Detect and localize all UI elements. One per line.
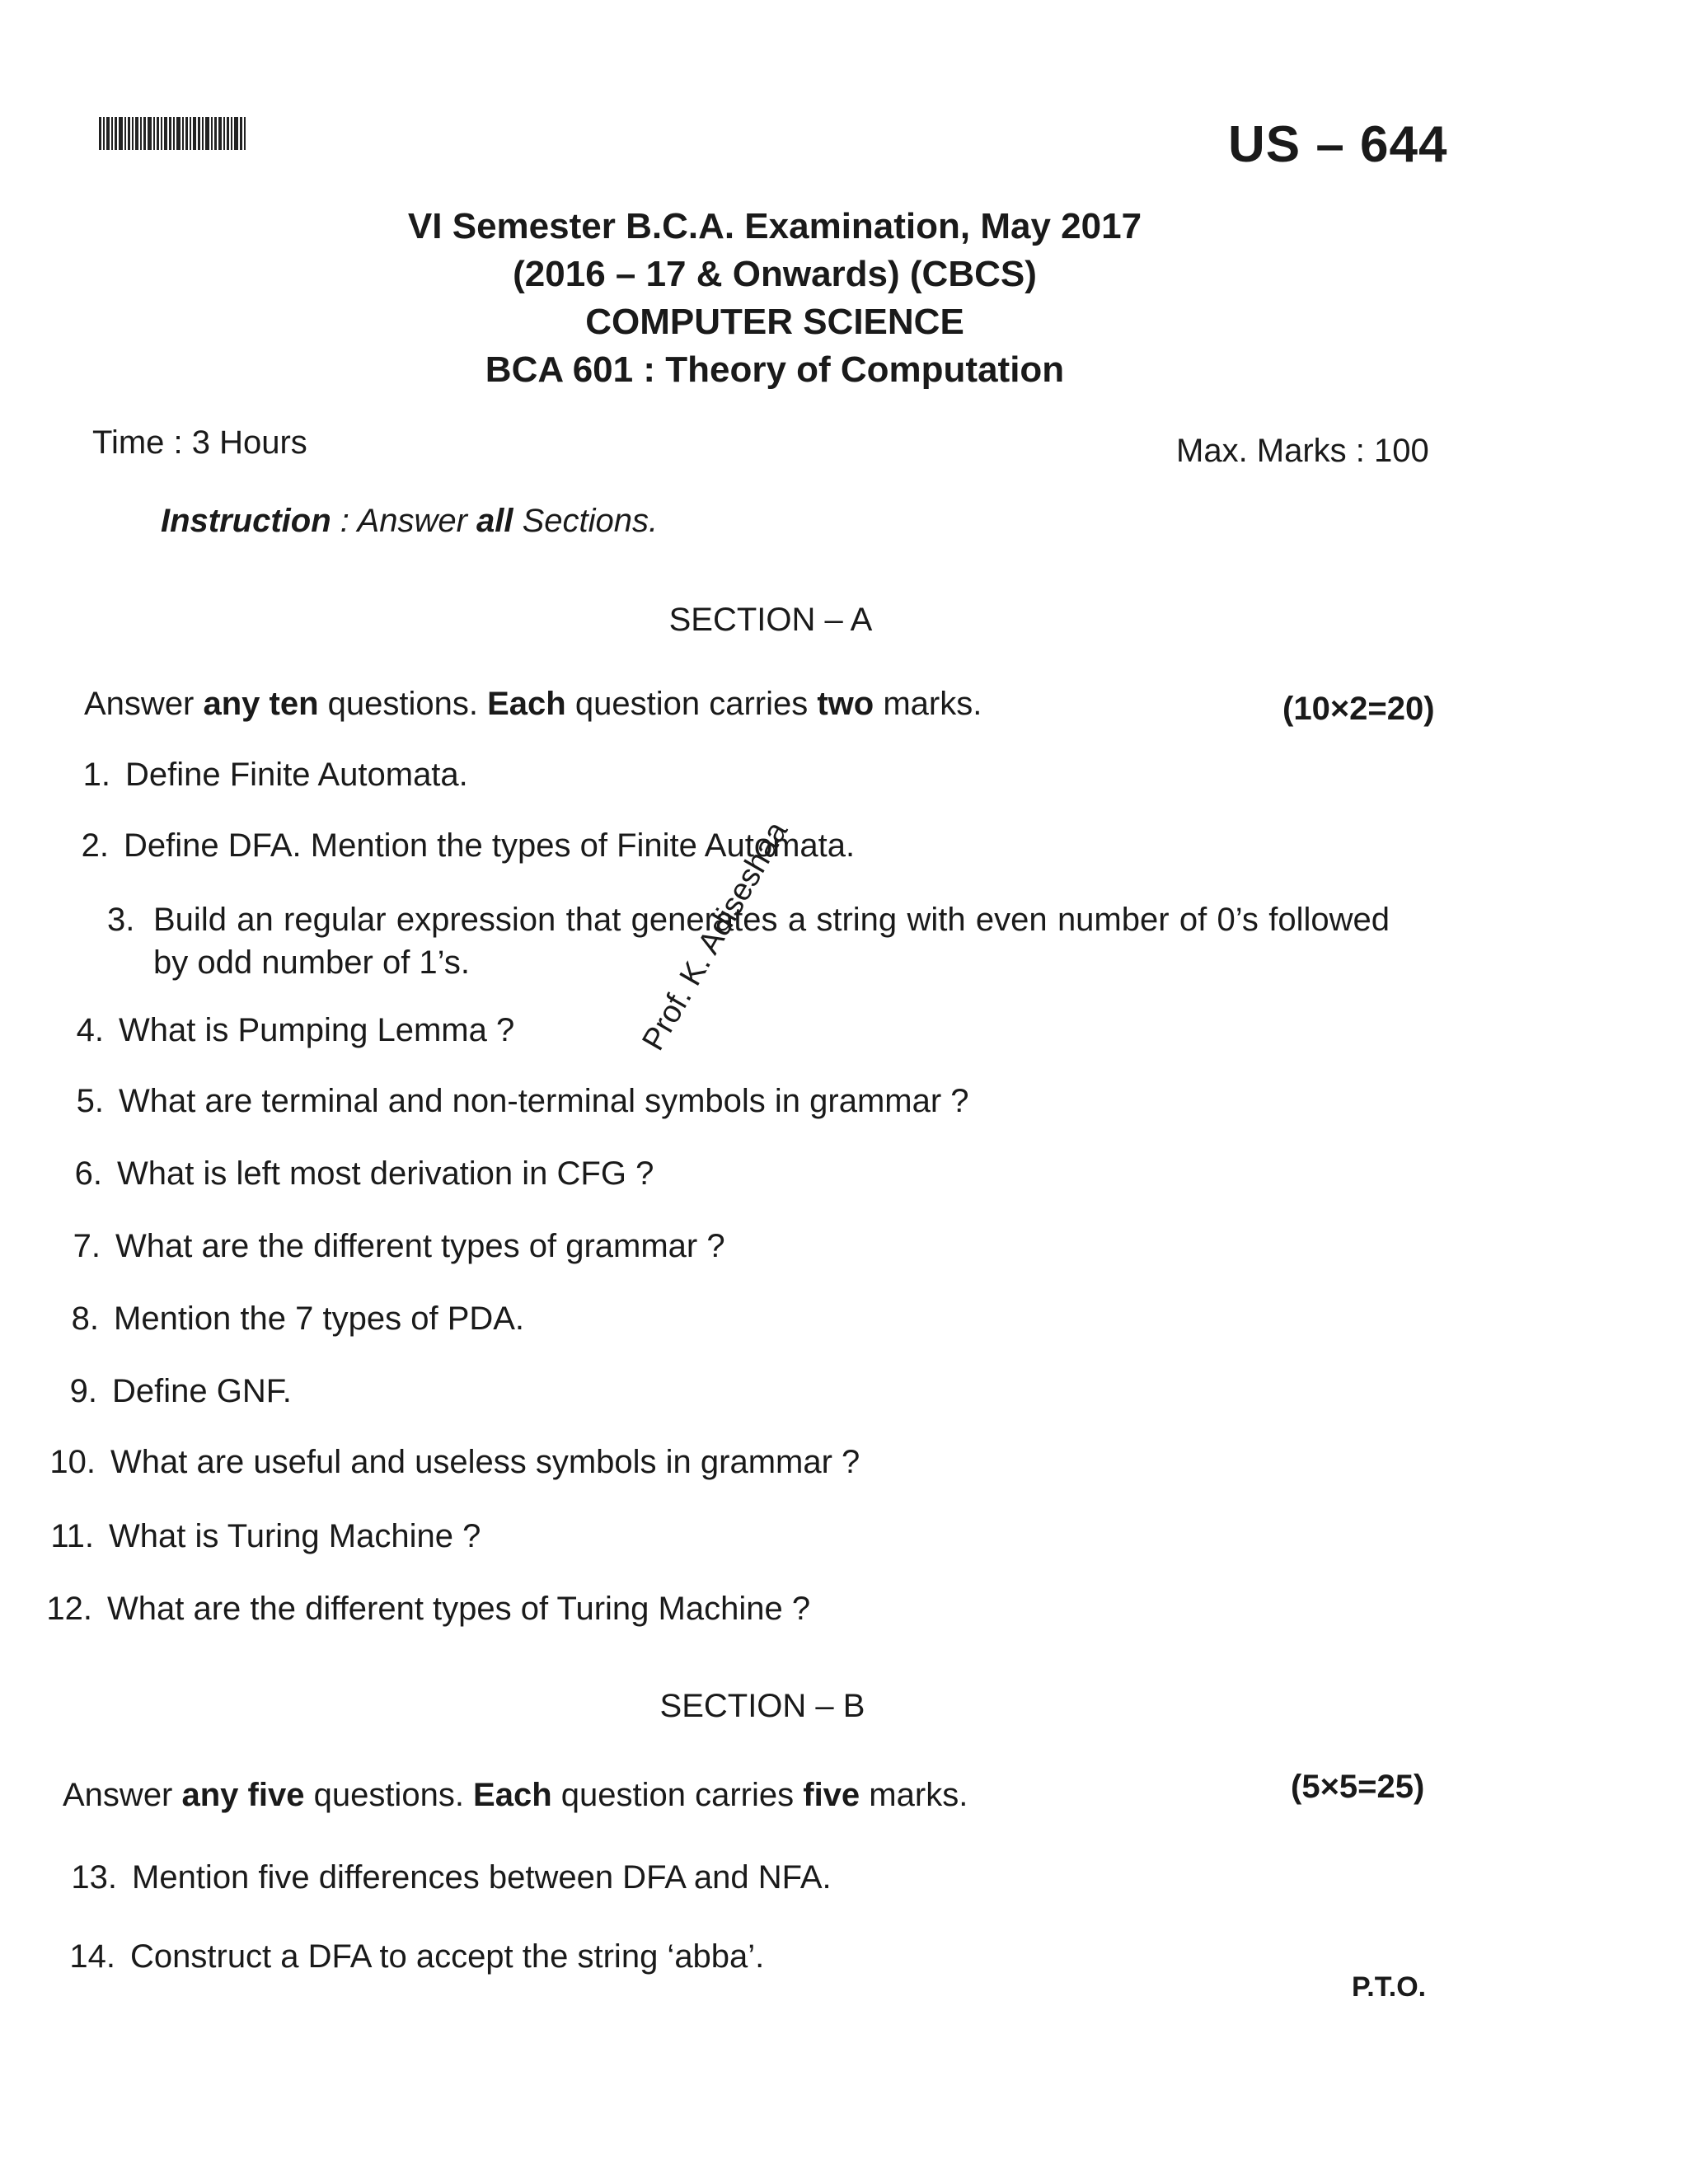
lead-bold: five bbox=[803, 1777, 860, 1813]
instruction-post: Sections. bbox=[513, 503, 659, 539]
question-text: What are the different types of Turing Machine ? bbox=[107, 1591, 811, 1627]
question-number: 11. bbox=[50, 1518, 94, 1554]
max-marks: Max. Marks : 100 bbox=[1176, 433, 1429, 469]
question-number: 10. bbox=[49, 1444, 96, 1480]
section-a-lead bbox=[84, 686, 982, 723]
question-text: What is Turing Machine ? bbox=[109, 1518, 481, 1554]
lead-text: Answer bbox=[63, 1777, 182, 1813]
question-text: Mention the 7 types of PDA. bbox=[114, 1301, 525, 1337]
lead-text: marks. bbox=[874, 686, 982, 722]
lead-bold: Each bbox=[487, 686, 566, 722]
section-a-marks: (10×2=20) bbox=[1282, 691, 1435, 727]
course-title: BCA 601 : Theory of Computation bbox=[485, 349, 1065, 390]
question-5 bbox=[43, 1083, 969, 1120]
question-text: What are terminal and non-terminal symbols in grammar ? bbox=[119, 1083, 969, 1119]
lead-bold: Each bbox=[473, 1777, 552, 1813]
question-number: 2. bbox=[81, 827, 109, 864]
question-text: Construct a DFA to accept the string ‘abba’. bbox=[130, 1938, 765, 1975]
paper-code: US – 644 bbox=[1228, 116, 1448, 173]
question-2 bbox=[48, 827, 855, 865]
pto-label: P.T.O. bbox=[1352, 1971, 1427, 2003]
question-number: 8. bbox=[71, 1301, 99, 1337]
lead-bold: any ten bbox=[203, 686, 319, 722]
question-number: 9. bbox=[69, 1373, 97, 1409]
question-11 bbox=[33, 1518, 481, 1555]
question-14 bbox=[0, 1938, 764, 1975]
time-allowed: Time : 3 Hours bbox=[92, 424, 307, 461]
section-b-title: SECTION – B bbox=[659, 1688, 865, 1724]
question-9 bbox=[36, 1373, 292, 1410]
question-text: What is left most derivation in CFG ? bbox=[117, 1155, 654, 1192]
question-7 bbox=[40, 1228, 725, 1265]
question-text: What are the different types of grammar ? bbox=[115, 1228, 725, 1264]
instruction bbox=[161, 503, 658, 540]
question-text: Mention five differences between DFA and NFA. bbox=[132, 1859, 832, 1896]
section-a-title: SECTION – A bbox=[668, 602, 873, 638]
lead-text: questions. bbox=[304, 1777, 474, 1813]
question-text: Define Finite Automata. bbox=[125, 757, 468, 793]
question-text: What is Pumping Lemma ? bbox=[119, 1012, 515, 1048]
instruction-bold: all bbox=[476, 503, 513, 539]
question-number: 7. bbox=[73, 1228, 101, 1264]
question-10 bbox=[35, 1444, 860, 1481]
question-number: 4. bbox=[76, 1012, 104, 1048]
subject-name: COMPUTER SCIENCE bbox=[585, 302, 964, 342]
question-8 bbox=[38, 1301, 524, 1338]
section-b-lead bbox=[63, 1777, 968, 1814]
question-number: 13. bbox=[71, 1859, 117, 1896]
section-b-marks: (5×5=25) bbox=[1291, 1769, 1425, 1805]
watermark: Prof. K. Adiseshaa bbox=[635, 815, 795, 1057]
lead-text: Answer bbox=[84, 686, 204, 722]
lead-text: question carries bbox=[565, 686, 818, 722]
exam-scheme: (2016 – 17 & Onwards) (CBCS) bbox=[513, 254, 1037, 294]
lead-bold: two bbox=[817, 686, 874, 722]
lead-text: marks. bbox=[860, 1777, 968, 1813]
question-number: 3. bbox=[107, 902, 135, 938]
lead-text: question carries bbox=[551, 1777, 804, 1813]
instruction-sep: : bbox=[331, 503, 358, 539]
barcode bbox=[99, 117, 246, 150]
lead-text: questions. bbox=[318, 686, 488, 722]
exam-title: VI Semester B.C.A. Examination, May 2017 bbox=[407, 206, 1142, 246]
question-number: 6. bbox=[74, 1155, 102, 1192]
question-number: 14. bbox=[69, 1938, 115, 1975]
question-4 bbox=[43, 1012, 514, 1049]
question-13 bbox=[0, 1859, 832, 1896]
question-number: 5. bbox=[76, 1083, 104, 1119]
question-12 bbox=[31, 1591, 810, 1628]
question-number: 12. bbox=[46, 1591, 92, 1627]
question-text: Define DFA. Mention the types of Finite Automata. bbox=[124, 827, 856, 864]
instruction-pre: Answer bbox=[357, 503, 477, 539]
lead-bold: any five bbox=[181, 1777, 305, 1813]
question-1 bbox=[49, 757, 468, 794]
question-text: Define GNF. bbox=[112, 1373, 292, 1409]
question-number: 1. bbox=[82, 757, 110, 793]
question-text: What are useful and useless symbols in grammar ? bbox=[110, 1444, 860, 1480]
question-6 bbox=[41, 1155, 654, 1193]
question-text: Build an regular expression that generates a string with even number of 0’s followed by odd number of 1’s. bbox=[153, 902, 1390, 981]
instruction-label: Instruction bbox=[161, 503, 331, 539]
